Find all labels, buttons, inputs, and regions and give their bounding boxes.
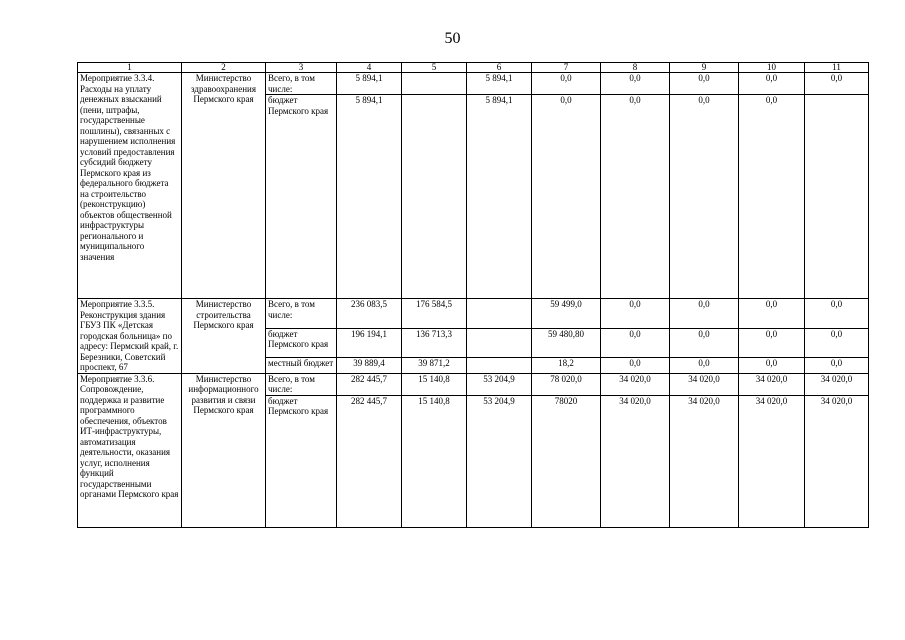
measure-cell: Мероприятие 3.3.6. Сопровождение, поддержка и развитие программного обеспечения, объектов ИТ-инфраструктуры, автоматизация деятельности, оказания услуг, исполнения функций государственными органами Пермского края bbox=[78, 373, 182, 527]
header-cell: 8 bbox=[601, 63, 670, 73]
value-cell: 15 140,8 bbox=[402, 373, 467, 395]
value-cell bbox=[467, 358, 532, 373]
header-cell: 5 bbox=[402, 63, 467, 73]
value-cell: 34 020,0 bbox=[739, 395, 805, 527]
header-cell: 6 bbox=[467, 63, 532, 73]
value-cell: 5 894,1 bbox=[337, 73, 402, 95]
header-cell: 11 bbox=[805, 63, 869, 73]
header-cell: 9 bbox=[670, 63, 739, 73]
table-row bbox=[78, 373, 869, 395]
value-cell: 39 889,4 bbox=[337, 358, 402, 373]
value-cell: 0,0 bbox=[805, 73, 869, 95]
value-cell: 59 499,0 bbox=[532, 299, 601, 329]
value-cell: 5 894,1 bbox=[337, 95, 402, 299]
measure-cell: Мероприятие 3.3.4. Расходы на уплату денежных взысканий (пени, штрафы, государственные пошлины), связанных с нарушением исполнения условий предоставления субсидий бюджету Пермского края из федерального бюджета на строительство (реконструкцию) объектов общественной инфраструктуры регионального и муниципального значения bbox=[78, 73, 182, 299]
value-cell: 0,0 bbox=[532, 95, 601, 299]
value-cell: 0,0 bbox=[670, 299, 739, 329]
value-cell: 236 083,5 bbox=[337, 299, 402, 329]
value-cell bbox=[402, 73, 467, 95]
value-cell: 18,2 bbox=[532, 358, 601, 373]
header-cell: 10 bbox=[739, 63, 805, 73]
source-label: Всего, в том числе: bbox=[266, 73, 337, 95]
source-label: Всего, в том числе: bbox=[266, 373, 337, 395]
header-cell: 1 bbox=[78, 63, 182, 73]
value-cell: 0,0 bbox=[739, 328, 805, 358]
value-cell: 0,0 bbox=[805, 328, 869, 358]
measure-cell: Мероприятие 3.3.5. Реконструкция здания ГБУЗ ПК «Детская городская больница» по адресу: Пермский край, г. Березники, Советский проспект, 67 bbox=[78, 299, 182, 374]
header-row bbox=[78, 63, 869, 73]
header-cell: 2 bbox=[182, 63, 266, 73]
value-cell: 34 020,0 bbox=[805, 395, 869, 527]
value-cell: 0,0 bbox=[670, 95, 739, 299]
value-cell: 0,0 bbox=[601, 358, 670, 373]
value-cell: 5 894,1 bbox=[467, 73, 532, 95]
value-cell: 0,0 bbox=[739, 299, 805, 329]
value-cell: 0,0 bbox=[601, 95, 670, 299]
source-label: местный бюджет bbox=[266, 358, 337, 373]
source-label: бюджет Пермского края bbox=[266, 395, 337, 527]
value-cell: 0,0 bbox=[670, 328, 739, 358]
value-cell: 0,0 bbox=[670, 73, 739, 95]
value-cell: 34 020,0 bbox=[601, 373, 670, 395]
header-cell: 4 bbox=[337, 63, 402, 73]
value-cell: 0,0 bbox=[805, 358, 869, 373]
value-cell: 0,0 bbox=[670, 358, 739, 373]
value-cell: 5 894,1 bbox=[467, 95, 532, 299]
value-cell: 136 713,3 bbox=[402, 328, 467, 358]
value-cell: 0,0 bbox=[532, 73, 601, 95]
value-cell bbox=[805, 95, 869, 299]
page-number: 50 bbox=[444, 30, 461, 47]
source-label: бюджет Пермского края bbox=[266, 328, 337, 358]
value-cell: 34 020,0 bbox=[601, 395, 670, 527]
table-row bbox=[78, 73, 869, 95]
value-cell: 196 194,1 bbox=[337, 328, 402, 358]
budget-table bbox=[77, 62, 869, 528]
value-cell: 53 204,9 bbox=[467, 395, 532, 527]
value-cell: 0,0 bbox=[805, 299, 869, 329]
value-cell: 78020 bbox=[532, 395, 601, 527]
source-label: бюджет Пермского края bbox=[266, 95, 337, 299]
source-label: Всего, в том числе: bbox=[266, 299, 337, 329]
value-cell: 0,0 bbox=[739, 95, 805, 299]
value-cell: 59 480,80 bbox=[532, 328, 601, 358]
table-row bbox=[78, 299, 869, 329]
value-cell: 34 020,0 bbox=[739, 373, 805, 395]
value-cell: 53 204,9 bbox=[467, 373, 532, 395]
executor-cell: Министерство строительства Пермского края bbox=[182, 299, 266, 374]
value-cell: 34 020,0 bbox=[805, 373, 869, 395]
value-cell: 176 584,5 bbox=[402, 299, 467, 329]
header-cell: 3 bbox=[266, 63, 337, 73]
value-cell: 0,0 bbox=[601, 328, 670, 358]
value-cell: 78 020,0 bbox=[532, 373, 601, 395]
value-cell bbox=[467, 299, 532, 329]
value-cell: 15 140,8 bbox=[402, 395, 467, 527]
executor-cell: Министерство информационного развития и связи Пермского края bbox=[182, 373, 266, 527]
value-cell: 0,0 bbox=[739, 73, 805, 95]
header-cell: 7 bbox=[532, 63, 601, 73]
value-cell: 282 445,7 bbox=[337, 373, 402, 395]
value-cell: 0,0 bbox=[601, 73, 670, 95]
value-cell: 34 020,0 bbox=[670, 373, 739, 395]
value-cell: 34 020,0 bbox=[670, 395, 739, 527]
value-cell: 39 871,2 bbox=[402, 358, 467, 373]
executor-cell: Министерство здравоохранения Пермского края bbox=[182, 73, 266, 299]
value-cell: 0,0 bbox=[601, 299, 670, 329]
value-cell bbox=[467, 328, 532, 358]
value-cell: 282 445,7 bbox=[337, 395, 402, 527]
value-cell bbox=[402, 95, 467, 299]
value-cell: 0,0 bbox=[739, 358, 805, 373]
